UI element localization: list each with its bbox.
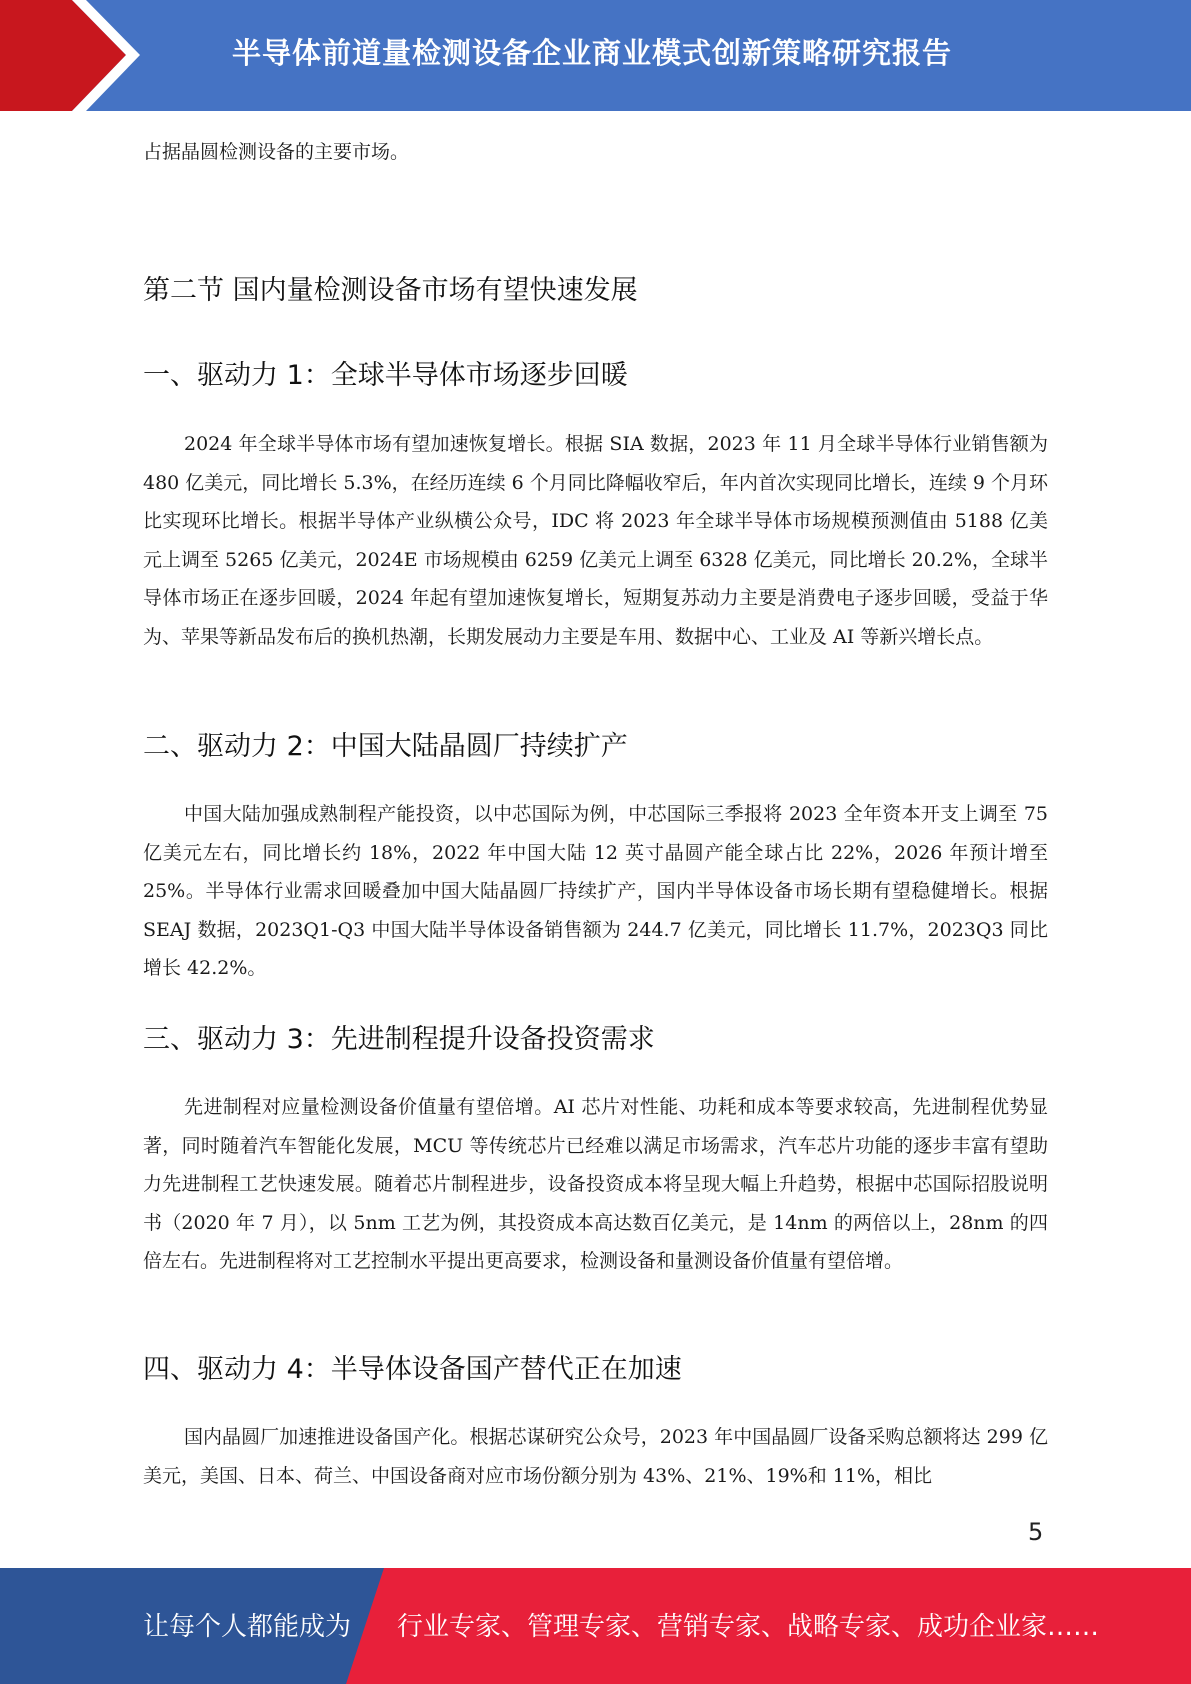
footer-slogan-left: 让每个人都能成为 [143, 1612, 352, 1642]
report-title: 半导体前道量检测设备企业商业模式创新策略研究报告 [232, 36, 953, 70]
header-arrow-decoration [0, 0, 260, 111]
page-number: 5 [1028, 1518, 1044, 1546]
subsection-paragraph-1: 2024 年全球半导体市场有望加速恢复增长。根据 SIA 数据，2023 年 11 月全球半导体行业销售额为 480 亿美元，同比增长 5.3%，在经历连续 6 个月同比降幅收窄后，年内首次实现同比增长，连续 9 个月环比实现环比增长。根据半导体产业纵横公众号，IDC 将 2023 年全球半导体市场规模预测值由 5188 亿美元上调至 5265 亿美元，2024E 市场规模由 6259 亿美元上调至 6328 亿美元，同比增长 20.2%，全球半导体市场正在逐步回暖，2024 年起有望加速恢复增长，短期复苏动力主要是消费电子逐步回暖，受益于华为、苹果等新品发布后的换机热潮，长期发展动力主要是车用、数据中心、工业及 AI 等新兴增长点。 [143, 433, 1048, 648]
subsection-heading-2: 二、驱动力 2：中国大陆晶圆厂持续扩产 [143, 731, 628, 762]
subsection-heading-4: 四、驱动力 4：半导体设备国产替代正在加速 [143, 1354, 682, 1385]
subsection-heading-1: 一、驱动力 1：全球半导体市场逐步回暖 [143, 360, 628, 391]
subsection-paragraph-2: 中国大陆加强成熟制程产能投资，以中芯国际为例，中芯国际三季报将 2023 全年资本开支上调至 75 亿美元左右，同比增长约 18%，2022 年中国大陆 12 英寸晶圆产能全球占比 22%，2026 年预计增至 25%。半导体行业需求回暖叠加中国大陆晶圆厂持续扩产，国内半导体设备市场长期有望稳健增长。根据 SEAJ 数据，2023Q1-Q3 中国大陆半导体设备销售额为 244.7 亿美元，同比增长 11.7%，2023Q3 同比增长 42.2%。 [143, 803, 1048, 979]
section-title: 第二节 国内量检测设备市场有望快速发展 [143, 275, 638, 306]
subsection-paragraph-3: 先进制程对应量检测设备价值量有望倍增。AI 芯片对性能、功耗和成本等要求较高，先进制程优势显著，同时随着汽车智能化发展，MCU 等传统芯片已经难以满足市场需求，汽车芯片功能的逐步丰富有望助力先进制程工艺快速发展。随着芯片制程进步，设备投资成本将呈现大幅上升趋势，根据中芯国际招股说明书（2020 年 7 月），以 5nm 工艺为例，其投资成本高达数百亿美元，是 14nm 的两倍以上，28nm 的四倍左右。先进制程将对工艺控制水平提出更高要求，检测设备和量测设备价值量有望倍增。 [143, 1096, 1048, 1272]
subsection-paragraph-4: 国内晶圆厂加速推进设备国产化。根据芯谋研究公众号，2023 年中国晶圆厂设备采购总额将达 299 亿美元，美国、日本、荷兰、中国设备商对应市场份额分别为 43%、21%、19%和 11%，相比 [143, 1426, 1048, 1487]
subsection-heading-3: 三、驱动力 3：先进制程提升设备投资需求 [143, 1024, 655, 1055]
intro-paragraph: 占据晶圆检测设备的主要市场。 [143, 141, 410, 163]
page-header [0, 0, 1191, 111]
page-footer [0, 1568, 1191, 1684]
footer-slogan-right: 行业专家、管理专家、营销专家、战略专家、成功企业家…… [397, 1612, 1100, 1642]
